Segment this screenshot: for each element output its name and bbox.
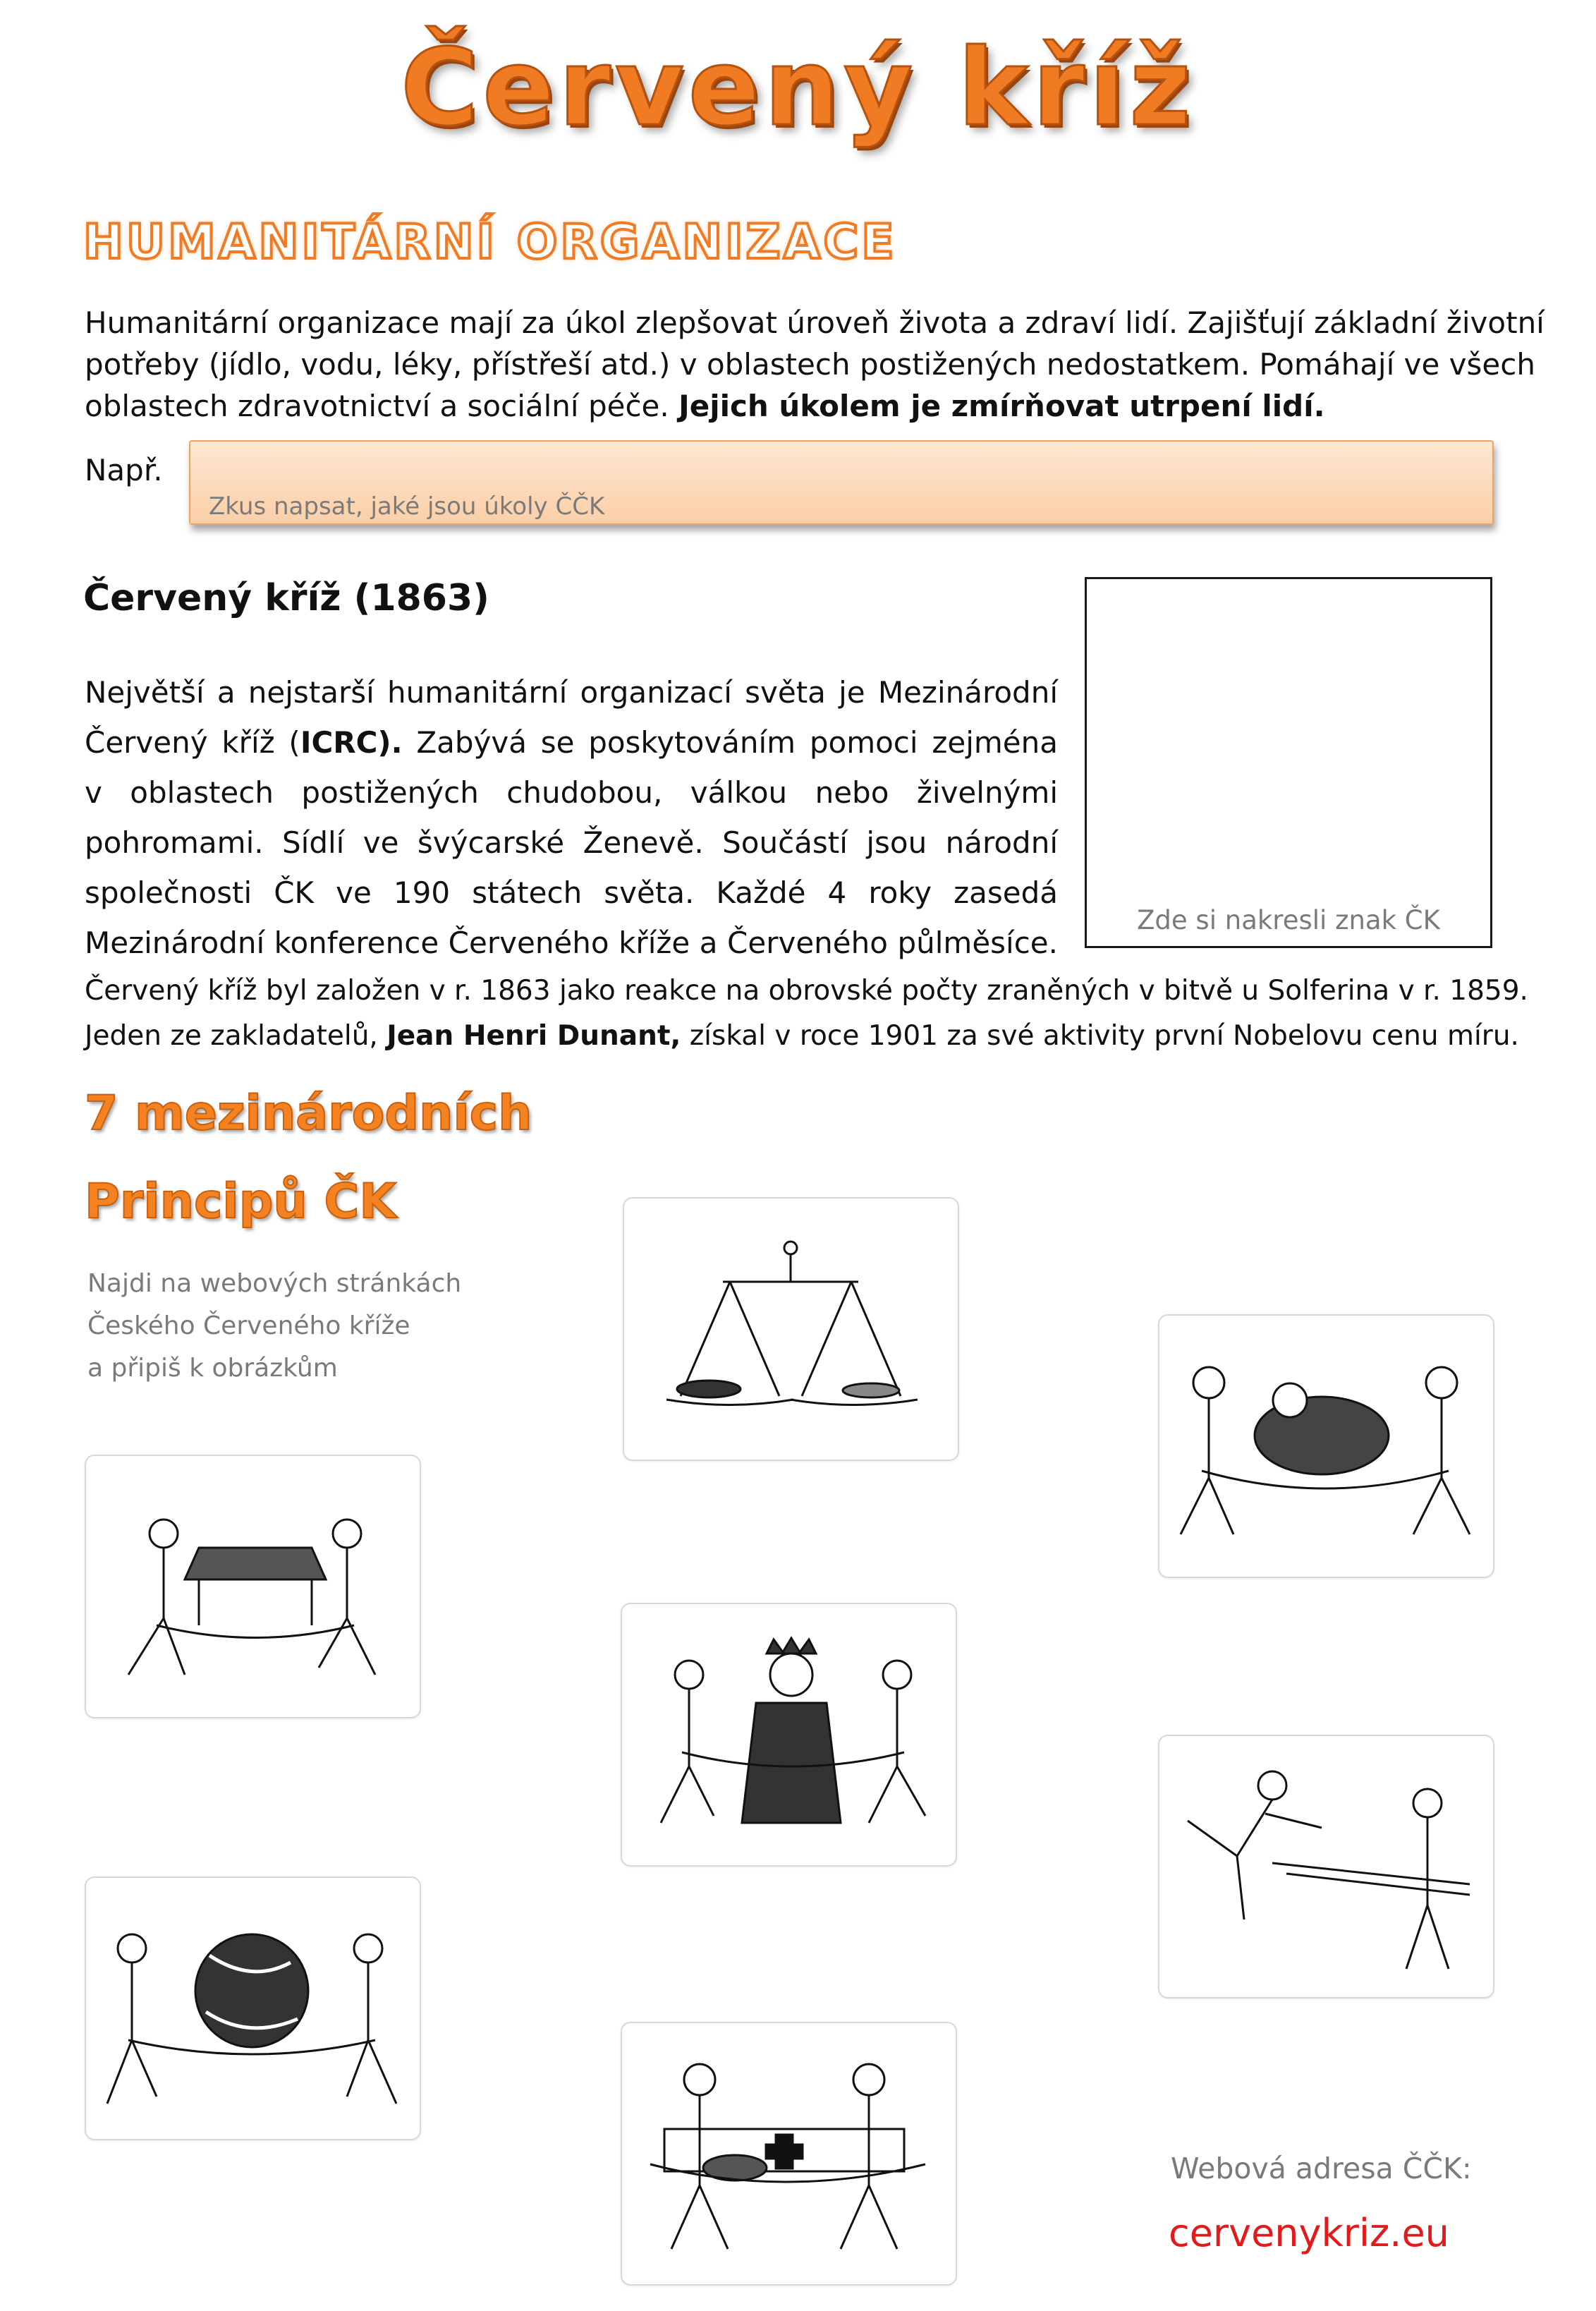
history-line-2: Jeden ze zakladatelů, Jean Henri Dunant, získal v roce 1901 za své aktivity první Nobelovu cenu míru. xyxy=(85,1020,1519,1052)
carriers-stall-illustration xyxy=(86,1456,420,1717)
carriers-globe-illustration xyxy=(86,1878,420,2139)
humanitarian-line-3: oblastech zdravotnictví a sociální péče. Jejich úkolem je zmírňovat utrpení lidí. xyxy=(85,389,1325,423)
principle-image-scales[interactable] xyxy=(623,1197,959,1461)
history-line-1: Červený kříž byl založen v r. 1863 jako reakce na obrovské počty zraněných v bitvě u Solferina v r. 1859. xyxy=(85,975,1528,1007)
instruction-line-1: Najdi na webových stránkách xyxy=(87,1269,462,1298)
humanitarian-line-2: potřeby (jídlo, vodu, léky, přístřeší atd.) v oblastech postižených nedostatkem. Pomáhají ve všech xyxy=(85,347,1535,382)
page-title: Červený kříž xyxy=(401,27,1195,150)
redcross-line-2: Červený kříž (ICRC). Zabývá se poskytováním pomoci zejména xyxy=(85,725,1058,760)
principle-image-stall[interactable] xyxy=(85,1455,421,1718)
redcross-history xyxy=(85,969,1528,1059)
redcross-paragraph xyxy=(85,667,1058,968)
humanitarian-heading: HUMANITÁRNÍ ORGANIZACE xyxy=(83,214,897,270)
humanitarian-paragraph xyxy=(85,302,1545,427)
humanitarian-line-1: Humanitární organizace mají za úkol zlepšovat úroveň života a zdraví lidí. Zajišťují základní životní xyxy=(85,305,1545,340)
redcross-heading: Červený kříž (1863) xyxy=(83,577,489,619)
example-label: Např. xyxy=(85,453,163,487)
scales-illustration xyxy=(624,1199,958,1460)
instruction-line-3: a připiš k obrázkům xyxy=(87,1354,338,1383)
carriers-injured-illustration xyxy=(1159,1316,1493,1577)
principle-image-king[interactable] xyxy=(621,1603,957,1867)
principles-heading-line-2: Principů ČK xyxy=(85,1174,397,1230)
icrc-abbreviation: ICRC). xyxy=(300,725,403,760)
dunant-name: Jean Henri Dunant, xyxy=(386,1020,681,1052)
principle-image-globe[interactable] xyxy=(85,1876,421,2140)
redcross-line-5: společnosti ČK ve 190 státech světa. Každé 4 roky zasedá xyxy=(85,875,1058,910)
answer-placeholder: Zkus napsat, jaké jsou úkoly ČČK xyxy=(209,492,605,521)
redcross-line-3: v oblastech postižených chudobou, válkou nebo živelnými xyxy=(85,775,1058,810)
instruction-line-2: Českého Červeného kříže xyxy=(87,1311,410,1340)
drawing-box[interactable] xyxy=(1085,577,1492,948)
redcross-line-6: Mezinárodní konference Červeného kříže a Červeného půlměsíce. xyxy=(85,926,1058,960)
running-helper-illustration xyxy=(1159,1736,1493,1997)
redcross-line-1: Největší a nejstarší humanitární organizací světa je Mezinárodní xyxy=(85,675,1058,710)
drawing-box-caption: Zde si nakresli znak ČK xyxy=(1137,905,1440,935)
humanitarian-emphasis: Jejich úkolem je zmírňovat utrpení lidí. xyxy=(678,389,1325,423)
carriers-king-illustration xyxy=(622,1604,956,1865)
principle-image-unity[interactable] xyxy=(621,2022,957,2286)
redcross-line-4: pohromami. Sídlí ve švýcarské Ženevě. Součástí jsou národní xyxy=(85,825,1058,860)
principle-image-running[interactable] xyxy=(1158,1735,1494,1998)
answer-field[interactable] xyxy=(189,440,1494,525)
principle-image-injured[interactable] xyxy=(1158,1314,1494,1578)
web-address-link[interactable]: cervenykriz.eu xyxy=(1169,2211,1449,2255)
carriers-unity-illustration xyxy=(622,2023,956,2284)
principles-heading-line-1: 7 mezinárodních xyxy=(85,1086,532,1141)
principles-instruction xyxy=(87,1263,461,1390)
web-address-label: Webová adresa ČČK: xyxy=(1171,2152,1472,2185)
